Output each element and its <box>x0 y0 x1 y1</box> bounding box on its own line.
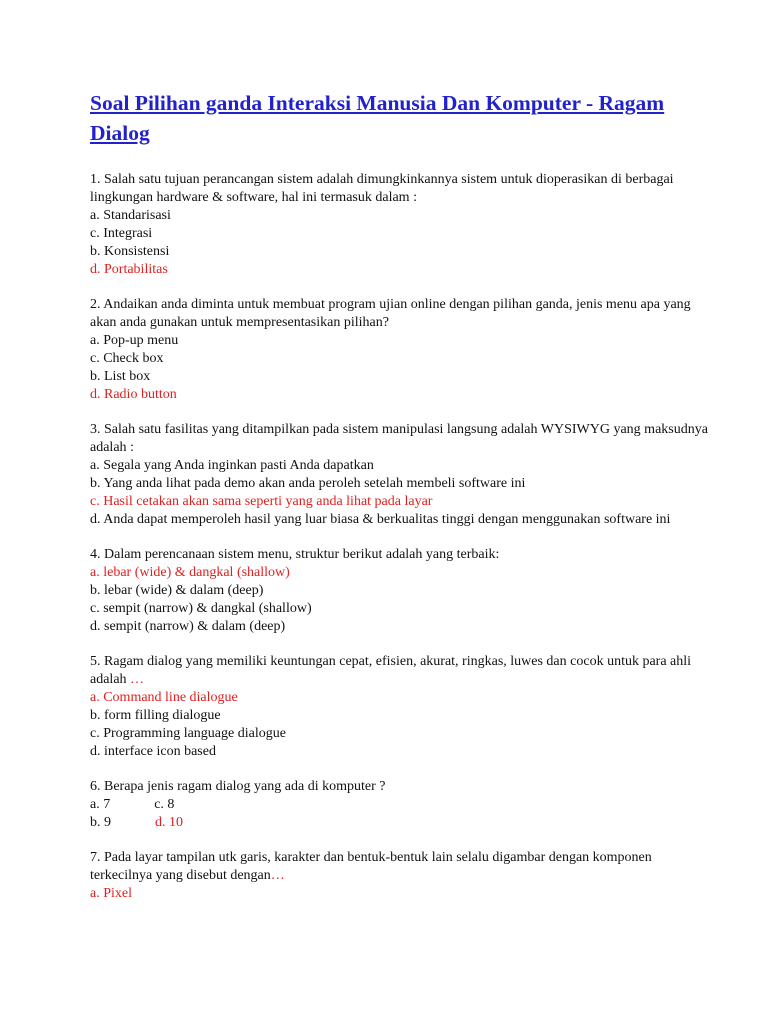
correct-answer: a. Pixel <box>90 886 132 901</box>
correct-answer: d. Portabilitas <box>90 262 168 277</box>
ellipsis: … <box>126 672 145 687</box>
option: a. Segala yang Anda inginkan pasti Anda dapatkan <box>90 458 374 473</box>
question-1-text: 1. Salah satu tujuan perancangan sistem adalah dimungkinkannya sistem untuk dioperasikan di berbagai lingkungan hardware & software, hal ini termasuk dalam : <box>90 172 674 205</box>
option: d. interface icon based <box>90 744 216 759</box>
question-5 <box>90 653 708 761</box>
question-1 <box>90 171 708 279</box>
option-row <box>90 814 708 832</box>
option: b. 9 <box>90 815 111 830</box>
option: a. Standarisasi <box>90 208 171 223</box>
page-title[interactable]: Soal Pilihan ganda Interaksi Manusia Dan Komputer - Ragam Dialog <box>90 91 665 145</box>
option: d. Anda dapat memperoleh hasil yang luar biasa & berkualitas tinggi dengan menggunakan software ini <box>90 512 671 527</box>
option: b. List box <box>90 369 151 384</box>
question-7-body: 7. Pada layar tampilan utk garis, karakter dan bentuk-bentuk lain selalu digambar dengan komponen terkecilnya yang disebut dengan <box>90 850 652 883</box>
question-7-text <box>90 849 708 885</box>
option: a. 7 <box>90 797 111 812</box>
question-2 <box>90 296 708 404</box>
option: c. 8 <box>154 797 175 812</box>
option: c. Integrasi <box>90 226 153 241</box>
option: c. Check box <box>90 351 164 366</box>
correct-answer: d. Radio button <box>90 387 177 402</box>
correct-answer: a. lebar (wide) & dangkal (shallow) <box>90 565 290 580</box>
question-4 <box>90 546 708 636</box>
correct-answer: a. Command line dialogue <box>90 690 238 705</box>
question-5-body: 5. Ragam dialog yang memiliki keuntungan cepat, efisien, akurat, ringkas, luwes dan cocok untuk para ahli adalah <box>90 654 692 687</box>
option-row <box>90 796 708 814</box>
option: b. Konsistensi <box>90 244 170 259</box>
correct-answer: d. 10 <box>155 815 183 830</box>
option: c. sempit (narrow) & dangkal (shallow) <box>90 601 312 616</box>
option: a. Pop-up menu <box>90 333 179 348</box>
option: b. Yang anda lihat pada demo akan anda peroleh setelah membeli software ini <box>90 476 526 491</box>
option: b. form filling dialogue <box>90 708 221 723</box>
question-6-text: 6. Berapa jenis ragam dialog yang ada di komputer ? <box>90 779 386 794</box>
question-3 <box>90 421 708 529</box>
option: d. sempit (narrow) & dalam (deep) <box>90 619 286 634</box>
correct-answer: c. Hasil cetakan akan sama seperti yang anda lihat pada layar <box>90 494 433 509</box>
question-2-text: 2. Andaikan anda diminta untuk membuat program ujian online dengan pilihan ganda, jenis menu apa yang akan anda gunakan untuk mempresentasikan pilihan? <box>90 297 691 330</box>
question-6 <box>90 778 708 832</box>
question-7 <box>90 849 708 903</box>
option: b. lebar (wide) & dalam (deep) <box>90 583 264 598</box>
question-3-text: 3. Salah satu fasilitas yang ditampilkan pada sistem manipulasi langsung adalah WYSIWYG yang maksudnya adalah : <box>90 422 708 455</box>
option: c. Programming language dialogue <box>90 726 286 741</box>
ellipsis: … <box>270 868 285 883</box>
question-4-text: 4. Dalam perencanaan sistem menu, struktur berikut adalah yang terbaik: <box>90 547 500 562</box>
question-5-text <box>90 653 708 689</box>
